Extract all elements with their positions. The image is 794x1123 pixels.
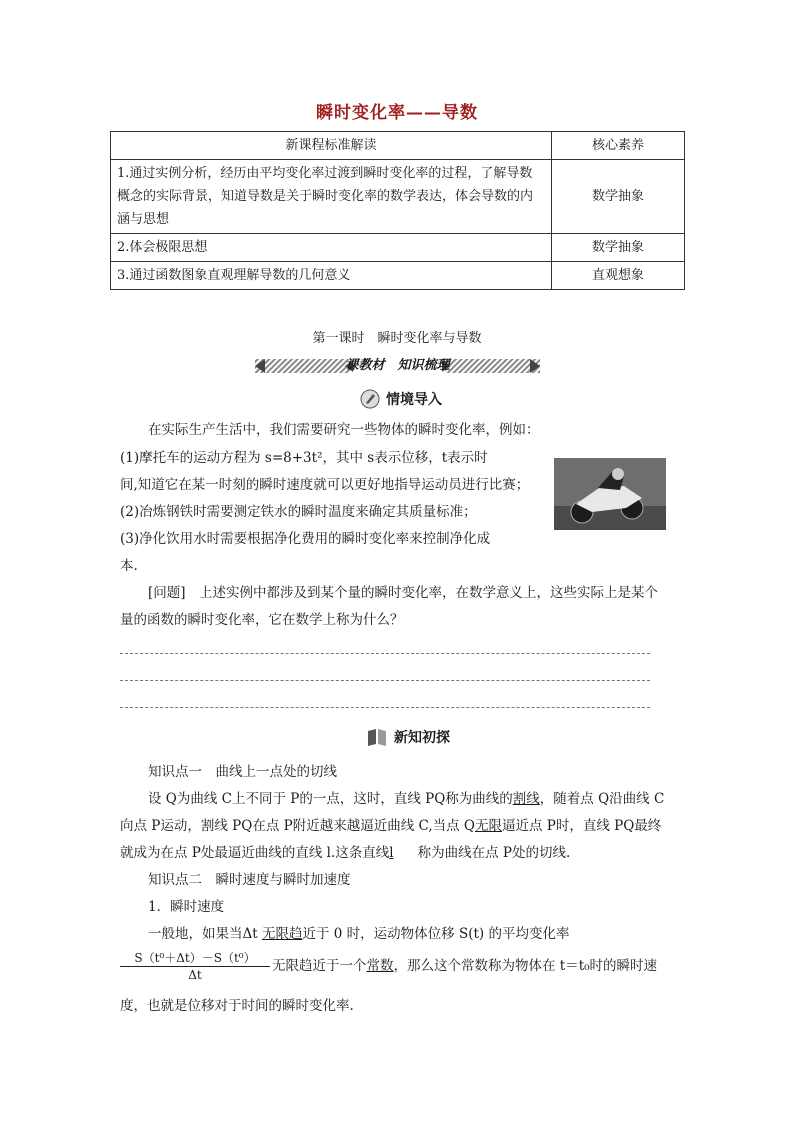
kp2-subtitle: 1．瞬时速度: [148, 899, 225, 915]
section-title: 情境导入: [386, 392, 442, 408]
table-header-row: [111, 132, 685, 160]
table-cell-core: 数学抽象: [552, 234, 685, 262]
book-icon: [366, 727, 388, 747]
motorcycle-photo: [554, 458, 666, 530]
table-cell-core: 直观想象: [552, 262, 685, 290]
lesson-title: 第一课时 瞬时变化率与导数: [312, 331, 482, 346]
answer-line: [120, 707, 650, 708]
fraction-numerator: S（t⁰＋Δt）－S（t⁰）: [120, 950, 270, 967]
section-new-knowledge: [366, 726, 466, 748]
table-cell-standard: 1.通过实例分析，经历由平均变化率过渡到瞬时变化率的过程，了解导数概念的实际背景，知道导数是关于瞬时变化率的数学表达，体会导数的内涵与思想: [111, 160, 552, 234]
answer-line: [120, 653, 650, 654]
kp2-line3: 度，也就是位移对于时间的瞬时变化率.: [120, 998, 354, 1014]
section-title: 新知初探: [394, 730, 450, 746]
table-row: [111, 262, 685, 290]
answer-line: [120, 680, 650, 681]
item-2: (2)冶炼钢铁时需要测定铁水的瞬时温度来确定其质量标准；: [120, 504, 477, 520]
kp1-line1: 设 Q为曲线 C上不同于 P的一点，这时，直线 PQ称为曲线的割线，随着点 Q沿曲线 C: [148, 791, 665, 807]
item-3-line2: 本.: [120, 558, 138, 574]
fraction: [120, 950, 270, 983]
table-row: [111, 160, 685, 234]
table-header-standard: 新课程标准解读: [111, 132, 552, 160]
table-cell-standard: 3.通过函数图象直观理解导数的几何意义: [111, 262, 552, 290]
curriculum-table: [110, 131, 685, 290]
kp2-line2: 无限趋近于一个常数，那么这个常数称为物体在 t＝t₀时的瞬时速: [272, 958, 658, 974]
kp2-title: 知识点二 瞬时速度与瞬时加速度: [148, 872, 351, 888]
table-cell-standard: 2.体会极限思想: [111, 234, 552, 262]
item-1-line1: (1)摩托车的运动方程为 s=8+3t²，其中 s表示位移，t表示时: [120, 450, 488, 466]
pen-icon: [360, 389, 380, 409]
question-line2: 量的函数的瞬时变化率，它在数学上称为什么？: [120, 612, 404, 628]
table-row: [111, 234, 685, 262]
fraction-denominator: Δt: [188, 968, 202, 982]
item-3-line1: (3)净化饮用水时需要根据净化费用的瞬时变化率来控制净化成: [120, 531, 491, 547]
item-1-line2: 间,知道它在某一时刻的瞬时速度就可以更好地指导运动员进行比赛；: [120, 477, 530, 493]
page-title: 瞬时变化率——导数: [316, 103, 478, 123]
kp1-line2: 向点 P运动，割线 PQ在点 P附近越来越逼近曲线 C,当点 Q无限逼近点 P时，直线 PQ最终: [120, 818, 662, 834]
kp2-line1: 一般地，如果当Δt 无限趋近于 0 时，运动物体位移 S(t) 的平均变化率: [148, 926, 570, 942]
section-situation: [360, 388, 460, 410]
table-cell-core: 数学抽象: [552, 160, 685, 234]
kp1-line3: 就成为在点 P处最逼近曲线的直线 l.这条直线l 称为曲线在点 P处的切线.: [120, 845, 571, 861]
kp1-title: 知识点一 曲线上一点处的切线: [148, 764, 337, 780]
intro-text: 在实际生产生活中，我们需要研究一些物体的瞬时变化率，例如：: [148, 422, 540, 438]
banner-label: 课教材 知识梳理: [345, 358, 450, 373]
question-line1: [问题] 上述实例中都涉及到某个量的瞬时变化率，在数学意义上，这些实际上是某个: [148, 585, 659, 601]
table-header-core: 核心素养: [552, 132, 685, 160]
